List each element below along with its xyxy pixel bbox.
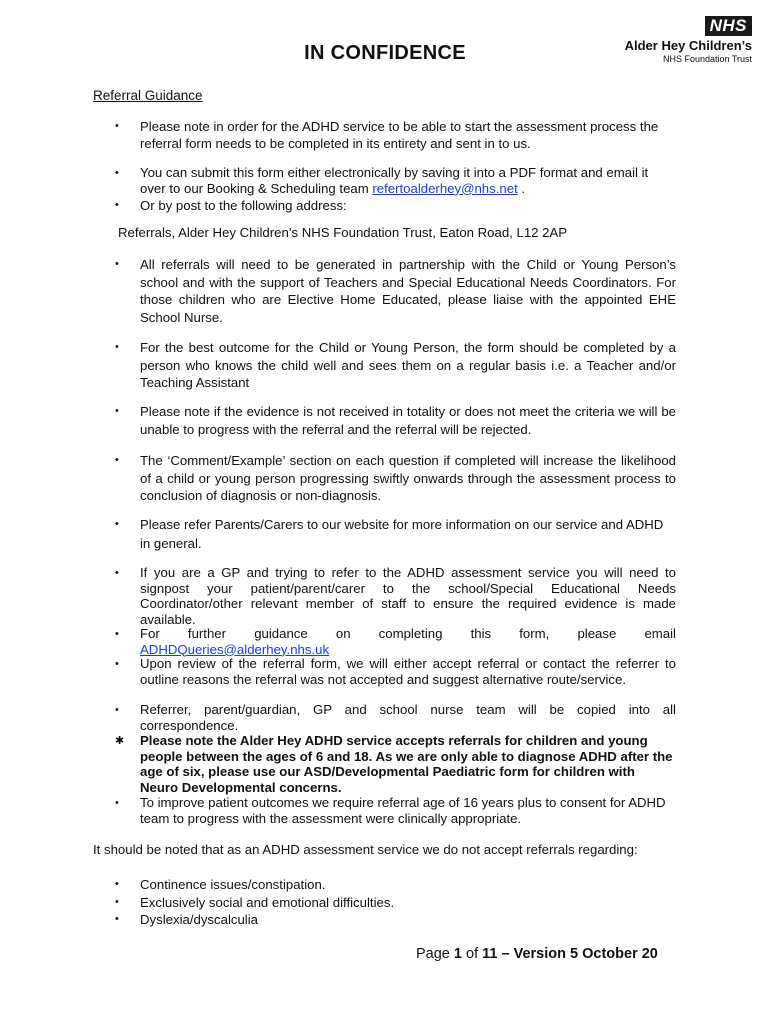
- bullet-icon: •: [115, 658, 119, 670]
- org-name: Alder Hey Children’s: [624, 38, 752, 53]
- bullet-icon: •: [115, 913, 119, 925]
- footer-version: – Version 5 October 20: [497, 946, 658, 962]
- list-item-text-part: You can submit this form either electronically by saving it into a PDF format and email it over to our Booking & Scheduling team: [140, 165, 649, 196]
- word: on: [335, 626, 351, 641]
- footer-of-word: of: [461, 946, 483, 962]
- bullet-icon: •: [115, 628, 119, 640]
- bullet-icon: •: [115, 258, 119, 270]
- bullet-icon: •: [115, 167, 119, 179]
- list-item-text: Dyslexia/dyscalculia: [140, 912, 258, 927]
- org-subtitle: NHS Foundation Trust: [662, 54, 752, 64]
- bullet-icon: •: [115, 199, 119, 211]
- adhd-queries-email-link[interactable]: ADHDQueries@alderhey.nhs.uk: [140, 641, 330, 657]
- list-item-text: The ‘Comment/Example’ section on each question if completed will increase the likelihood of a child or young person progressing swiftly onwards through the assessment process to conclusion of diagnosis or non-diagnosis.: [140, 453, 676, 504]
- bullet-icon: •: [115, 567, 119, 579]
- word: form,: [519, 626, 550, 641]
- list-item-text-part: .: [517, 180, 526, 196]
- list-item-text: Upon review of the referral form, we will either accept referral or contact the referrer to outline reasons the referral was not accepted and suggest alternative route/service.: [140, 656, 676, 687]
- list-item-text: Referrer, parent/guardian, GP and school nurse team will be copied into all correspondence.: [140, 702, 676, 733]
- bullet-icon: •: [115, 797, 119, 809]
- exclusions-intro: It should be noted that as an ADHD assessment service we do not accept referrals regarding:: [93, 842, 638, 857]
- list-item-text: To improve patient outcomes we require referral age of 16 years plus to consent for ADHD team to progress with the assessment were clinically appropriate.: [140, 795, 666, 826]
- section-heading: Referral Guidance: [93, 88, 203, 103]
- footer-page-total: 11: [482, 946, 498, 962]
- bullet-icon: •: [115, 878, 119, 890]
- postal-address: Referrals, Alder Hey Children’s NHS Foundation Trust, Eaton Road, L12 2AP: [118, 225, 568, 240]
- word: this: [470, 626, 492, 641]
- bullet-icon: •: [115, 518, 119, 530]
- footer-page-word: Page: [416, 946, 454, 962]
- list-item-text: [140, 626, 676, 657]
- page-title: IN CONFIDENCE: [304, 42, 466, 64]
- justified-line: [140, 626, 676, 642]
- bullet-icon: •: [115, 454, 119, 466]
- list-item-text: For the best outcome for the Child or Young Person, the form should be completed by a person who knows the child well and sees them on a regular basis i.e. a Teacher and/or Teaching Assistant: [140, 340, 676, 391]
- bullet-icon: •: [115, 405, 119, 417]
- bullet-icon: •: [115, 341, 119, 353]
- word: please: [577, 626, 617, 641]
- word: completing: [378, 626, 443, 641]
- list-item-text: All referrals will need to be generated in partnership with the Child or Young Person’s school and with the support of Teachers and Special Educational Needs Coordinators. For those children who are Elective Home Educated, please liaise with the appointed EHE School Nurse.: [140, 257, 676, 326]
- list-item-text: Please refer Parents/Carers to our website for more information on our service and ADHD in general.: [140, 517, 664, 551]
- list-item-text: Exclusively social and emotional difficulties.: [140, 895, 395, 910]
- word: guidance: [254, 626, 308, 641]
- list-item-text: If you are a GP and trying to refer to the ADHD assessment service you will need to signpost your patient/parent/carer to the school/Special Educational Needs Coordinator/other relevant member of staff to ensure the required evidence is made available.: [140, 565, 676, 627]
- word: email: [644, 626, 676, 641]
- booking-email-link[interactable]: refertoalderhey@nhs.net: [372, 180, 518, 196]
- footer-page-number: 1: [453, 946, 462, 962]
- bullet-icon: •: [115, 704, 119, 716]
- list-item-text: Please note in order for the ADHD service to be able to start the assessment process the referral form needs to be completed in its entirety and sent in to us.: [140, 119, 659, 151]
- bullet-icon: •: [115, 120, 119, 132]
- nhs-logo-mark: NHS: [705, 16, 752, 36]
- list-item-text: Please note the Alder Hey ADHD service accepts referrals for children and young people between the ages of 6 and 18. As we are only able to diagnose ADHD after the age of six, please use our ASD/Developmental Paediatric form for children with Neuro Developmental concerns.: [140, 733, 673, 795]
- list-item-text: Or by post to the following address:: [140, 198, 347, 213]
- list-item-text: [140, 165, 676, 196]
- list-item-text: Continence issues/constipation.: [140, 877, 326, 892]
- bullet-icon: •: [115, 896, 119, 908]
- word: further: [187, 626, 227, 641]
- asterisk-bullet-icon: ✱: [115, 735, 125, 747]
- list-item-text: Please note if the evidence is not received in totality or does not meet the criteria we will be unable to progress with the referral and the referral will be rejected.: [140, 404, 676, 437]
- page-footer: [416, 946, 658, 962]
- word: For: [140, 626, 160, 641]
